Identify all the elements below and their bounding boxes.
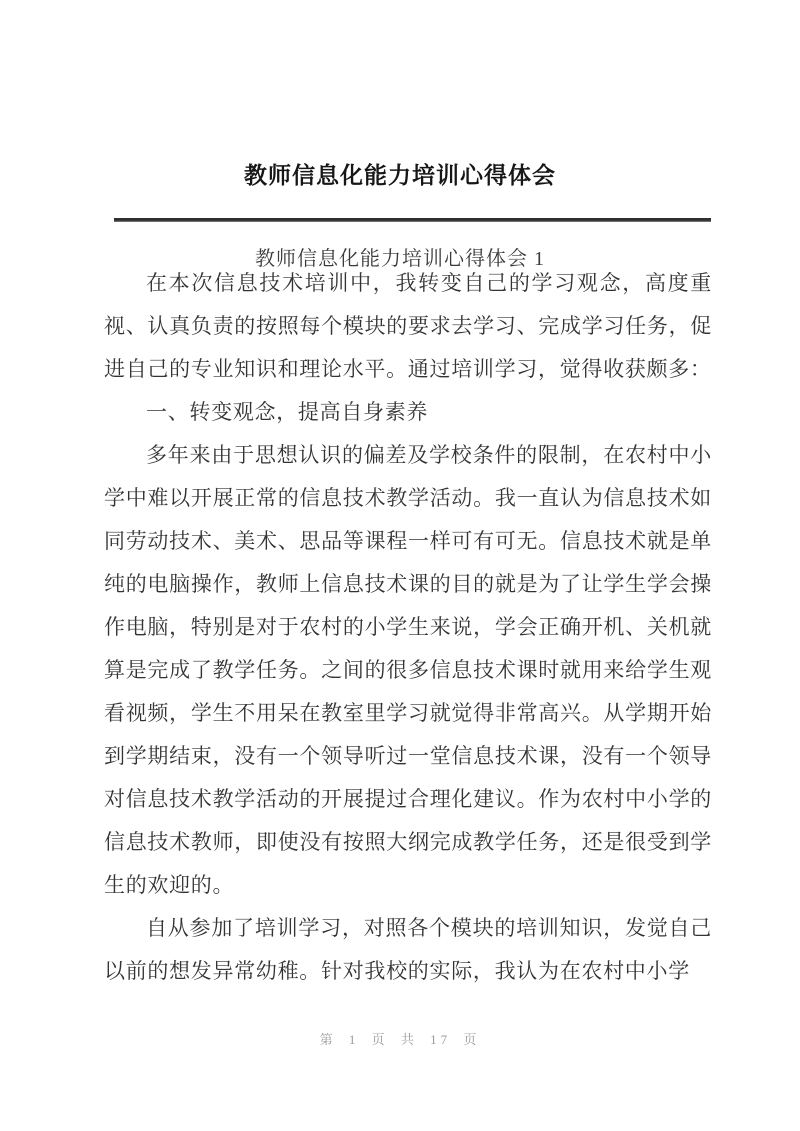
section-heading-1: 一、转变观念，提高自身素养 [146, 400, 429, 424]
paragraph-section-1: 多年来由于思想认识的偏差及学校条件的限制，在农村中小学中难以开展正常的信息技术教学活动。我一直认为信息技术如同劳动技术、美术、思品等课程一样可有可无。信息技术就是单纯的电脑操作，教师上信息技术课的目的就是为了让学生学会操作电脑，特别是对于农村的小学生来说，学会正确开机、关机就算是完成了教学任务。之间的很多信息技术课时就用来给学生观看视频，学生不用呆在教室里学习就觉得非常高兴。从学期开始到学期结束，没有一个领导听过一堂信息技术课，没有一个领导对信息技术教学活动的开展提过合理化建议。作为农村中小学的信息技术教师，即使没有按照大纲完成教学任务，还是很受到学生的欢迎的。 [104, 443, 712, 897]
document-subtitle: 教师信息化能力培训心得体会 1 [255, 248, 545, 270]
paragraph-intro: 在本次信息技术培训中，我转变自己的学习观念，高度重视、认真负责的按照每个模块的要求去学习、完成学习任务，促进自己的专业知识和理论水平。通过培训学习，觉得收获颇多： [104, 271, 712, 381]
document-body [104, 262, 712, 993]
document-title: 教师信息化能力培训心得体会 [244, 162, 556, 188]
page-number-footer: 第 1 页 共 17 页 [319, 1032, 481, 1047]
paragraph-training: 自从参加了培训学习，对照各个模块的培训知识，发觉自己以前的想发异常幼稚。针对我校的实际，我认为在农村中小学 [104, 916, 712, 983]
title-divider-rule [114, 218, 711, 222]
